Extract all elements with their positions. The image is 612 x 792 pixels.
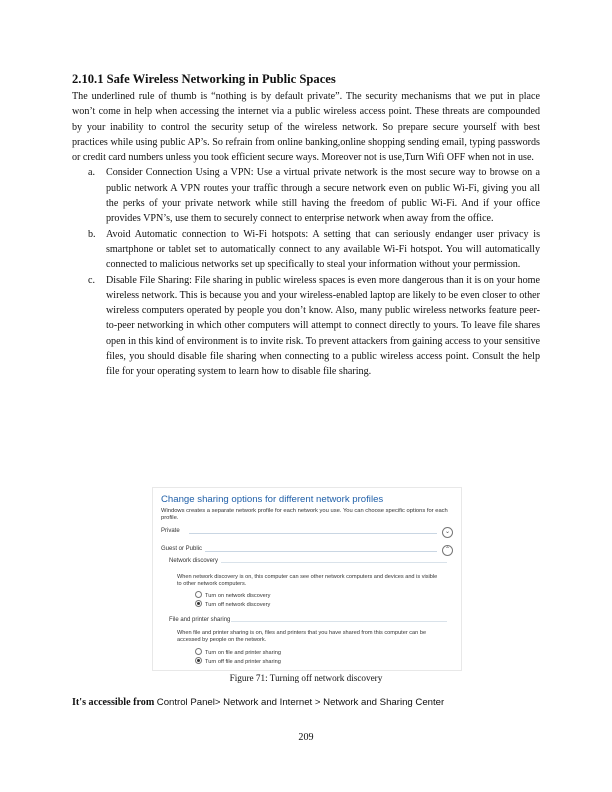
chevron-up-icon[interactable]: ⌃ [442, 545, 453, 556]
network-discovery-heading [169, 558, 218, 564]
list-marker: c. [88, 274, 96, 286]
radio-icon[interactable] [195, 648, 202, 655]
guest-profile-row[interactable] [161, 546, 453, 556]
radio-selected-icon[interactable] [195, 657, 202, 664]
turn-off-file-sharing-radio[interactable] [195, 657, 281, 665]
radio-label: Turn off network discovery [205, 602, 271, 608]
access-path: Control Panel> Network and Internet > Network and Sharing Center [156, 697, 445, 708]
list-item [72, 227, 540, 273]
sharing-options-screenshot [152, 487, 462, 671]
turn-on-file-sharing-radio[interactable] [195, 648, 281, 656]
chevron-down-icon[interactable]: ⌄ [442, 527, 453, 538]
list-marker: b. [88, 228, 96, 240]
list-marker: a. [88, 167, 96, 179]
divider [231, 621, 447, 622]
turn-on-discovery-radio[interactable] [195, 591, 270, 599]
access-lead: It's accessible from [72, 697, 155, 708]
guest-label: Guest or Public [161, 546, 203, 552]
list-item [72, 273, 540, 380]
list-item-text: Consider Connection Using a VPN: Use a virtual private network is the most secure way to browse on a public network A VPN routes your traffic through a secure network even on public Wi-Fi, giving you all the perks of your private network while still having the freedom of public Wi-Fi. And if your office provides VPN’s, use them to securely connect to enterprise network when away from the office. [106, 167, 540, 225]
private-label: Private [161, 528, 180, 534]
figure-caption: Figure 71: Turning off network discovery [229, 673, 383, 683]
turn-off-discovery-radio[interactable] [195, 600, 270, 608]
page-content [72, 72, 540, 380]
intro-paragraph: The underlined rule of thumb is “nothing is by default private”. The security mechanisms that we put in place won’t come in help when accessing the internet via a public wireless access point. These threats are compounded by your inability to control the security setup of the wireless network. So prepare secure yourself with best practices while using public AP’s. So refrain from online banking,online shopping sending email, typing passwords or credit card numbers unless you took efficient secure ways. Moreover not is use,Turn Wifi OFF when not in use. [72, 91, 540, 164]
radio-selected-icon[interactable] [195, 600, 202, 607]
section-heading: 2.10.1 Safe Wireless Networking in Public Spaces [72, 72, 336, 86]
divider [189, 533, 437, 534]
divider [205, 551, 437, 552]
private-profile-row[interactable] [161, 528, 453, 538]
radio-label: Turn on file and printer sharing [205, 650, 281, 656]
radio-label: Turn off file and printer sharing [205, 659, 281, 665]
file-printer-sharing-heading [169, 617, 230, 623]
file-sharing-description: When file and printer sharing is on, files and printers that you have shared from this computer can be accessed by people on the network. [177, 630, 427, 643]
divider [221, 562, 447, 563]
figure-title: Change sharing options for different network profiles [161, 494, 384, 505]
figure-description: Windows creates a separate network profile for each network you use. You can choose specific options for each profile. [161, 508, 448, 521]
list-item-text: Avoid Automatic connection to Wi-Fi hotspots: A setting that can seriously endanger user privacy is smartphone or tablet set to automatically connect to any available Wi-Fi hotspot. You will automatically connected to malicious networks set up specifically to steal your information without your permission. [106, 228, 540, 271]
radio-label: Turn on network discovery [205, 593, 271, 599]
list-item-text: Disable File Sharing: File sharing in public wireless spaces is even more dangerous than it is on your home wireless network. This is because you and your wireless-enabled laptop are likely to be even closer to other wireless computers operated by people you don’t know. Also, many public wireless networks feature peer-to-peer networking in which other computers will attempt to connect directly to yours. To leave file shares open in this kind of environment is to invite risk. To prevent attackers from gaining access to your sensitive files, you should disable file sharing when connecting to a public wireless access point. Consult the help file for your operating system to learn how to disable file sharing. [106, 274, 540, 378]
page-number: 209 [298, 732, 314, 743]
radio-icon[interactable] [195, 591, 202, 598]
list-item [72, 165, 540, 226]
file-printer-sharing-label: File and printer sharing [169, 617, 231, 623]
tips-list [72, 165, 540, 379]
access-path-line [72, 697, 444, 708]
network-discovery-label: Network discovery [169, 558, 219, 564]
network-discovery-description: When network discovery is on, this computer can see other network computers and devices and is visible to other network computers. [177, 574, 438, 587]
